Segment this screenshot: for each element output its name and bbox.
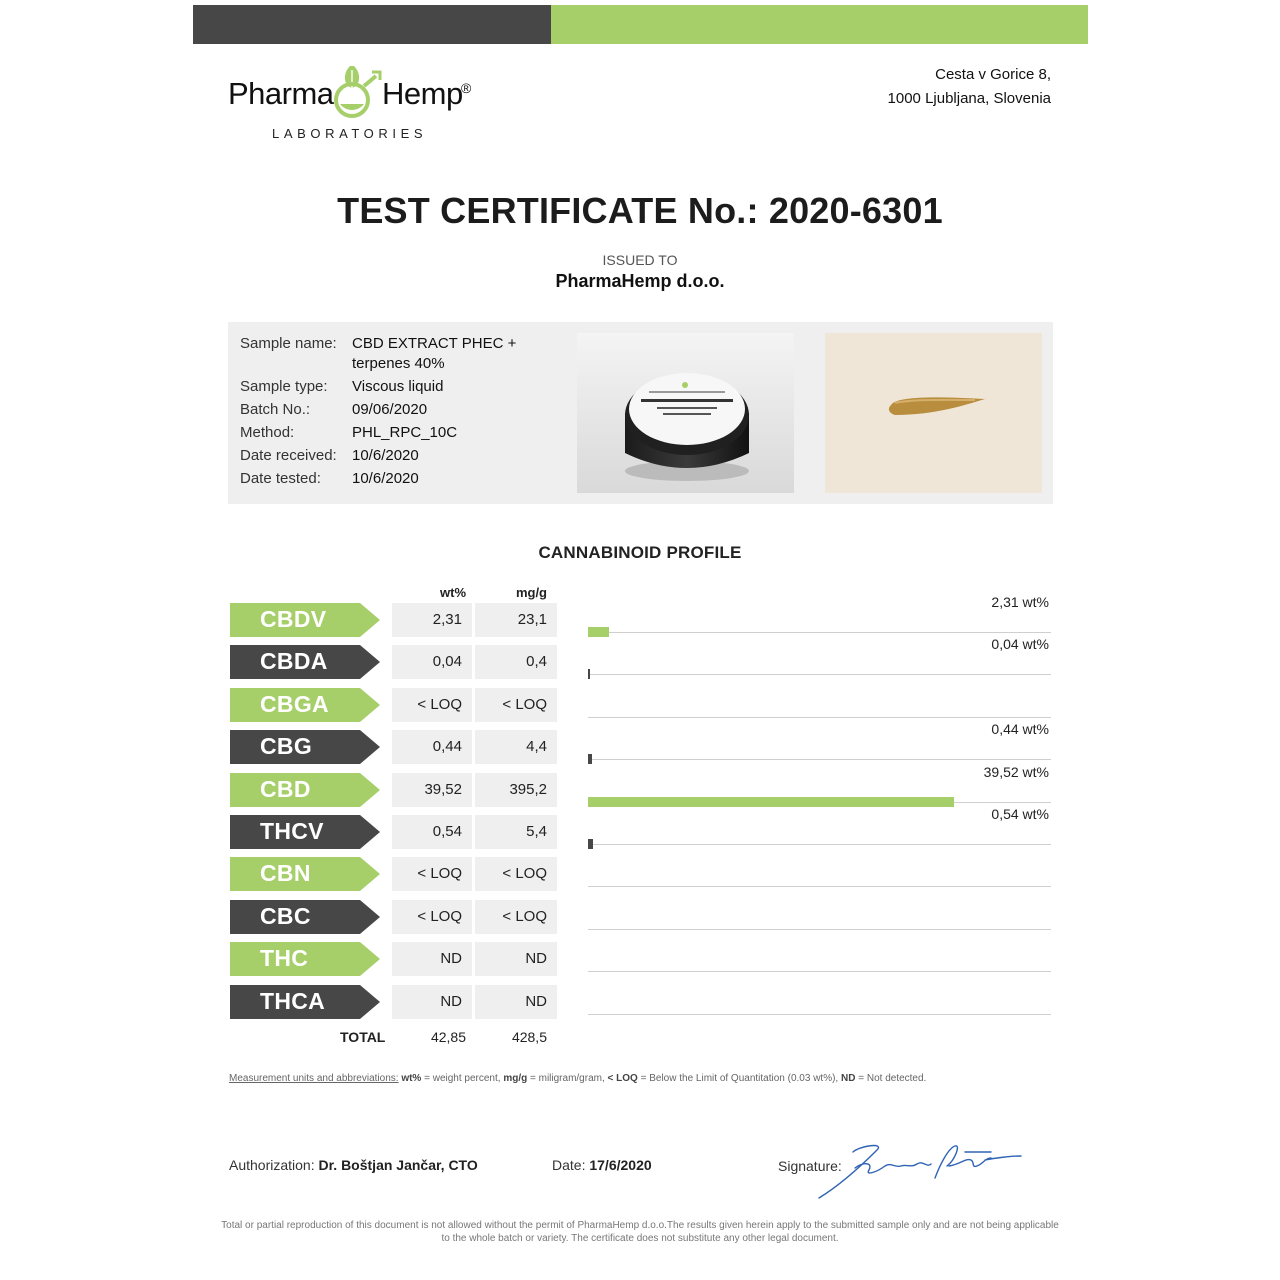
wt-percent-cell: 2,31 [392,603,472,637]
total-wt-value: 42,85 [430,1029,466,1045]
cannabinoid-row-cbd [230,763,1052,807]
registered-mark: ® [461,80,472,96]
bar-track [588,688,1051,722]
bar-track [588,857,1051,891]
sample-fields [240,334,542,492]
units-note-title: Measurement units and abbreviations: [229,1073,399,1084]
certificate-title: TEST CERTIFICATE No.: 2020-6301 [337,190,943,231]
mg-per-g-cell: 23,1 [475,603,557,637]
bar-cbd [588,797,954,807]
cannabinoid-row-cbdv [230,594,1052,637]
sample-field-label: Method: [240,424,295,441]
issued-to-name: PharmaHemp d.o.o. [555,271,725,291]
unit-term: wt% [401,1073,422,1084]
bar-value-label: 0,04 wt% [991,636,1049,653]
bar-baseline [588,929,1051,930]
sample-field-label: Date tested: [240,470,321,487]
address-line-1: Cesta v Gorice 8, [935,66,1051,83]
total-label: TOTAL [340,1029,386,1045]
mg-per-g-cell: 4,4 [475,730,557,764]
cannabinoid-profile-title: CANNABINOID PROFILE [538,543,742,562]
sample-field-row [240,423,542,443]
sample-field-row [240,400,542,420]
bar-cbdv [588,627,609,637]
bar-track [588,942,1051,976]
sample-field-value: 10/6/2020 [352,470,419,487]
sample-smear-photo [825,333,1042,493]
total-mg-value: 428,5 [511,1029,547,1045]
wt-percent-cell: 0,44 [392,730,472,764]
bar-thcv [588,839,593,849]
flask-leaf-icon [330,60,384,120]
bar-track [588,985,1051,1019]
mg-per-g-cell: ND [475,985,557,1019]
units-note [229,1073,926,1084]
mg-per-g-cell: < LOQ [475,900,557,934]
mg-per-g-cell: 395,2 [475,773,557,807]
bar-cbda [588,669,590,679]
cannabinoid-name: THCA [260,987,326,1014]
wt-percent-cell: 0,04 [392,645,472,679]
cannabinoid-name: CBC [260,902,311,929]
sample-field-row [240,334,542,374]
bar-value-label: 0,44 wt% [991,721,1049,738]
wt-percent-cell: 0,54 [392,815,472,849]
company-logo [228,60,488,145]
cannabinoid-row-thca [230,985,1052,1019]
sample-jar-photo [577,333,794,493]
bar-track [588,900,1051,934]
sample-field-row [240,377,542,397]
wt-percent-cell: ND [392,942,472,976]
wt-percent-cell: 39,52 [392,773,472,807]
unit-definition: = miligram/gram, [530,1073,605,1084]
date-value: 17/6/2020 [589,1157,652,1173]
address-line-2: 1000 Ljubljana, Slovenia [887,90,1051,107]
date-label: Date: [552,1157,586,1173]
bar-baseline [588,717,1051,718]
cannabinoid-row-cbga [230,688,1052,722]
legal-footer [0,1219,1280,1245]
sample-field-value: CBD EXTRACT PHEC + terpenes 40% [352,335,517,372]
mg-per-g-cell: ND [475,942,557,976]
bar-value-label: 2,31 wt% [991,594,1049,610]
header-color-bar [193,5,1088,44]
cannabinoid-row-thc [230,942,1052,976]
sample-field-value: 09/06/2020 [352,401,428,418]
sample-field-row [240,446,542,466]
wt-percent-cell: < LOQ [392,857,472,891]
mg-per-g-cell: < LOQ [475,688,557,722]
unit-definition: = Below the Limit of Quantitation (0.03 wt%), [640,1073,839,1084]
mg-per-g-cell: < LOQ [475,857,557,891]
column-header-wt: wt% [440,585,466,600]
unit-term: mg/g [503,1073,528,1084]
unit-definition: = weight percent, [424,1073,501,1084]
signature-image [815,1138,1025,1202]
sample-field-value: PHL_RPC_10C [352,424,458,441]
bar-track [588,763,1051,807]
bar-value-label: 39,52 wt% [983,763,1049,780]
bar-baseline [588,886,1051,887]
bar-baseline [588,759,1051,760]
cannabinoid-row-cbda [230,636,1052,679]
footer-line-2: to the whole batch or variety. The certificate does not substitute any other legal document. [441,1233,839,1244]
sample-field-row [240,469,542,489]
company-address [888,63,1051,111]
cannabinoid-row-thcv [230,806,1052,849]
mg-per-g-cell: 5,4 [475,815,557,849]
cannabinoid-row-cbc [230,900,1052,934]
cannabinoid-row-cbg [230,721,1052,764]
sample-field-label: Date received: [240,447,337,464]
logo-subtitle: LABORATORIES [272,126,428,141]
bar-track [588,721,1051,764]
cannabinoid-name: CBN [260,860,311,887]
header-bar-dark [193,5,551,44]
sample-field-value: 10/6/2020 [352,447,419,464]
header-bar-green [551,5,1088,44]
logo-word-pharma: Pharma [228,76,334,111]
bar-baseline [588,971,1051,972]
unit-term: ND [841,1073,856,1084]
unit-term: < LOQ [607,1073,638,1084]
cannabinoid-name: CBD [260,775,311,802]
cannabinoid-name: THC [260,945,309,972]
sample-field-value: Viscous liquid [352,378,444,395]
signature-label: Signature: [778,1158,842,1174]
sample-field-label: Batch No.: [240,401,311,418]
column-header-mg: mg/g [515,585,547,600]
wt-percent-cell: < LOQ [392,900,472,934]
bar-track [588,806,1051,849]
bar-baseline [588,632,1051,633]
logo-word-hemp: Hemp [382,76,463,111]
bar-baseline [588,1014,1051,1015]
sample-info-box [228,322,1053,504]
wt-percent-cell: < LOQ [392,688,472,722]
sample-field-label: Sample type: [240,378,328,395]
sample-field-label: Sample name: [240,335,337,352]
authorization-name: Dr. Boštjan Jančar, CTO [318,1157,478,1173]
authorization [229,1157,478,1173]
bar-baseline [588,844,1051,845]
bar-cbg [588,754,592,764]
bar-value-label: 0,54 wt% [991,806,1049,822]
bar-track [588,594,1051,637]
cannabinoid-name: CBDV [260,606,327,632]
cannabinoid-name: CBDA [260,648,328,675]
unit-definition: = Not detected. [858,1073,927,1084]
bar-baseline [588,674,1051,675]
authorization-label: Authorization: [229,1157,315,1173]
cannabinoid-name: CBGA [260,690,329,717]
wt-percent-cell: ND [392,985,472,1019]
cannabinoid-name: CBG [260,733,313,760]
issue-date [552,1157,652,1173]
bar-track [588,636,1051,679]
footer-line-1: Total or partial reproduction of this document is not allowed without the permit of PharmaHemp d.o.o.The results given herein apply to the submitted sample only and are not being applicable [221,1220,1059,1231]
cannabinoid-name: THCV [260,818,324,844]
cannabinoid-row-cbn [230,857,1052,891]
mg-per-g-cell: 0,4 [475,645,557,679]
issued-to-label: ISSUED TO [602,252,678,268]
